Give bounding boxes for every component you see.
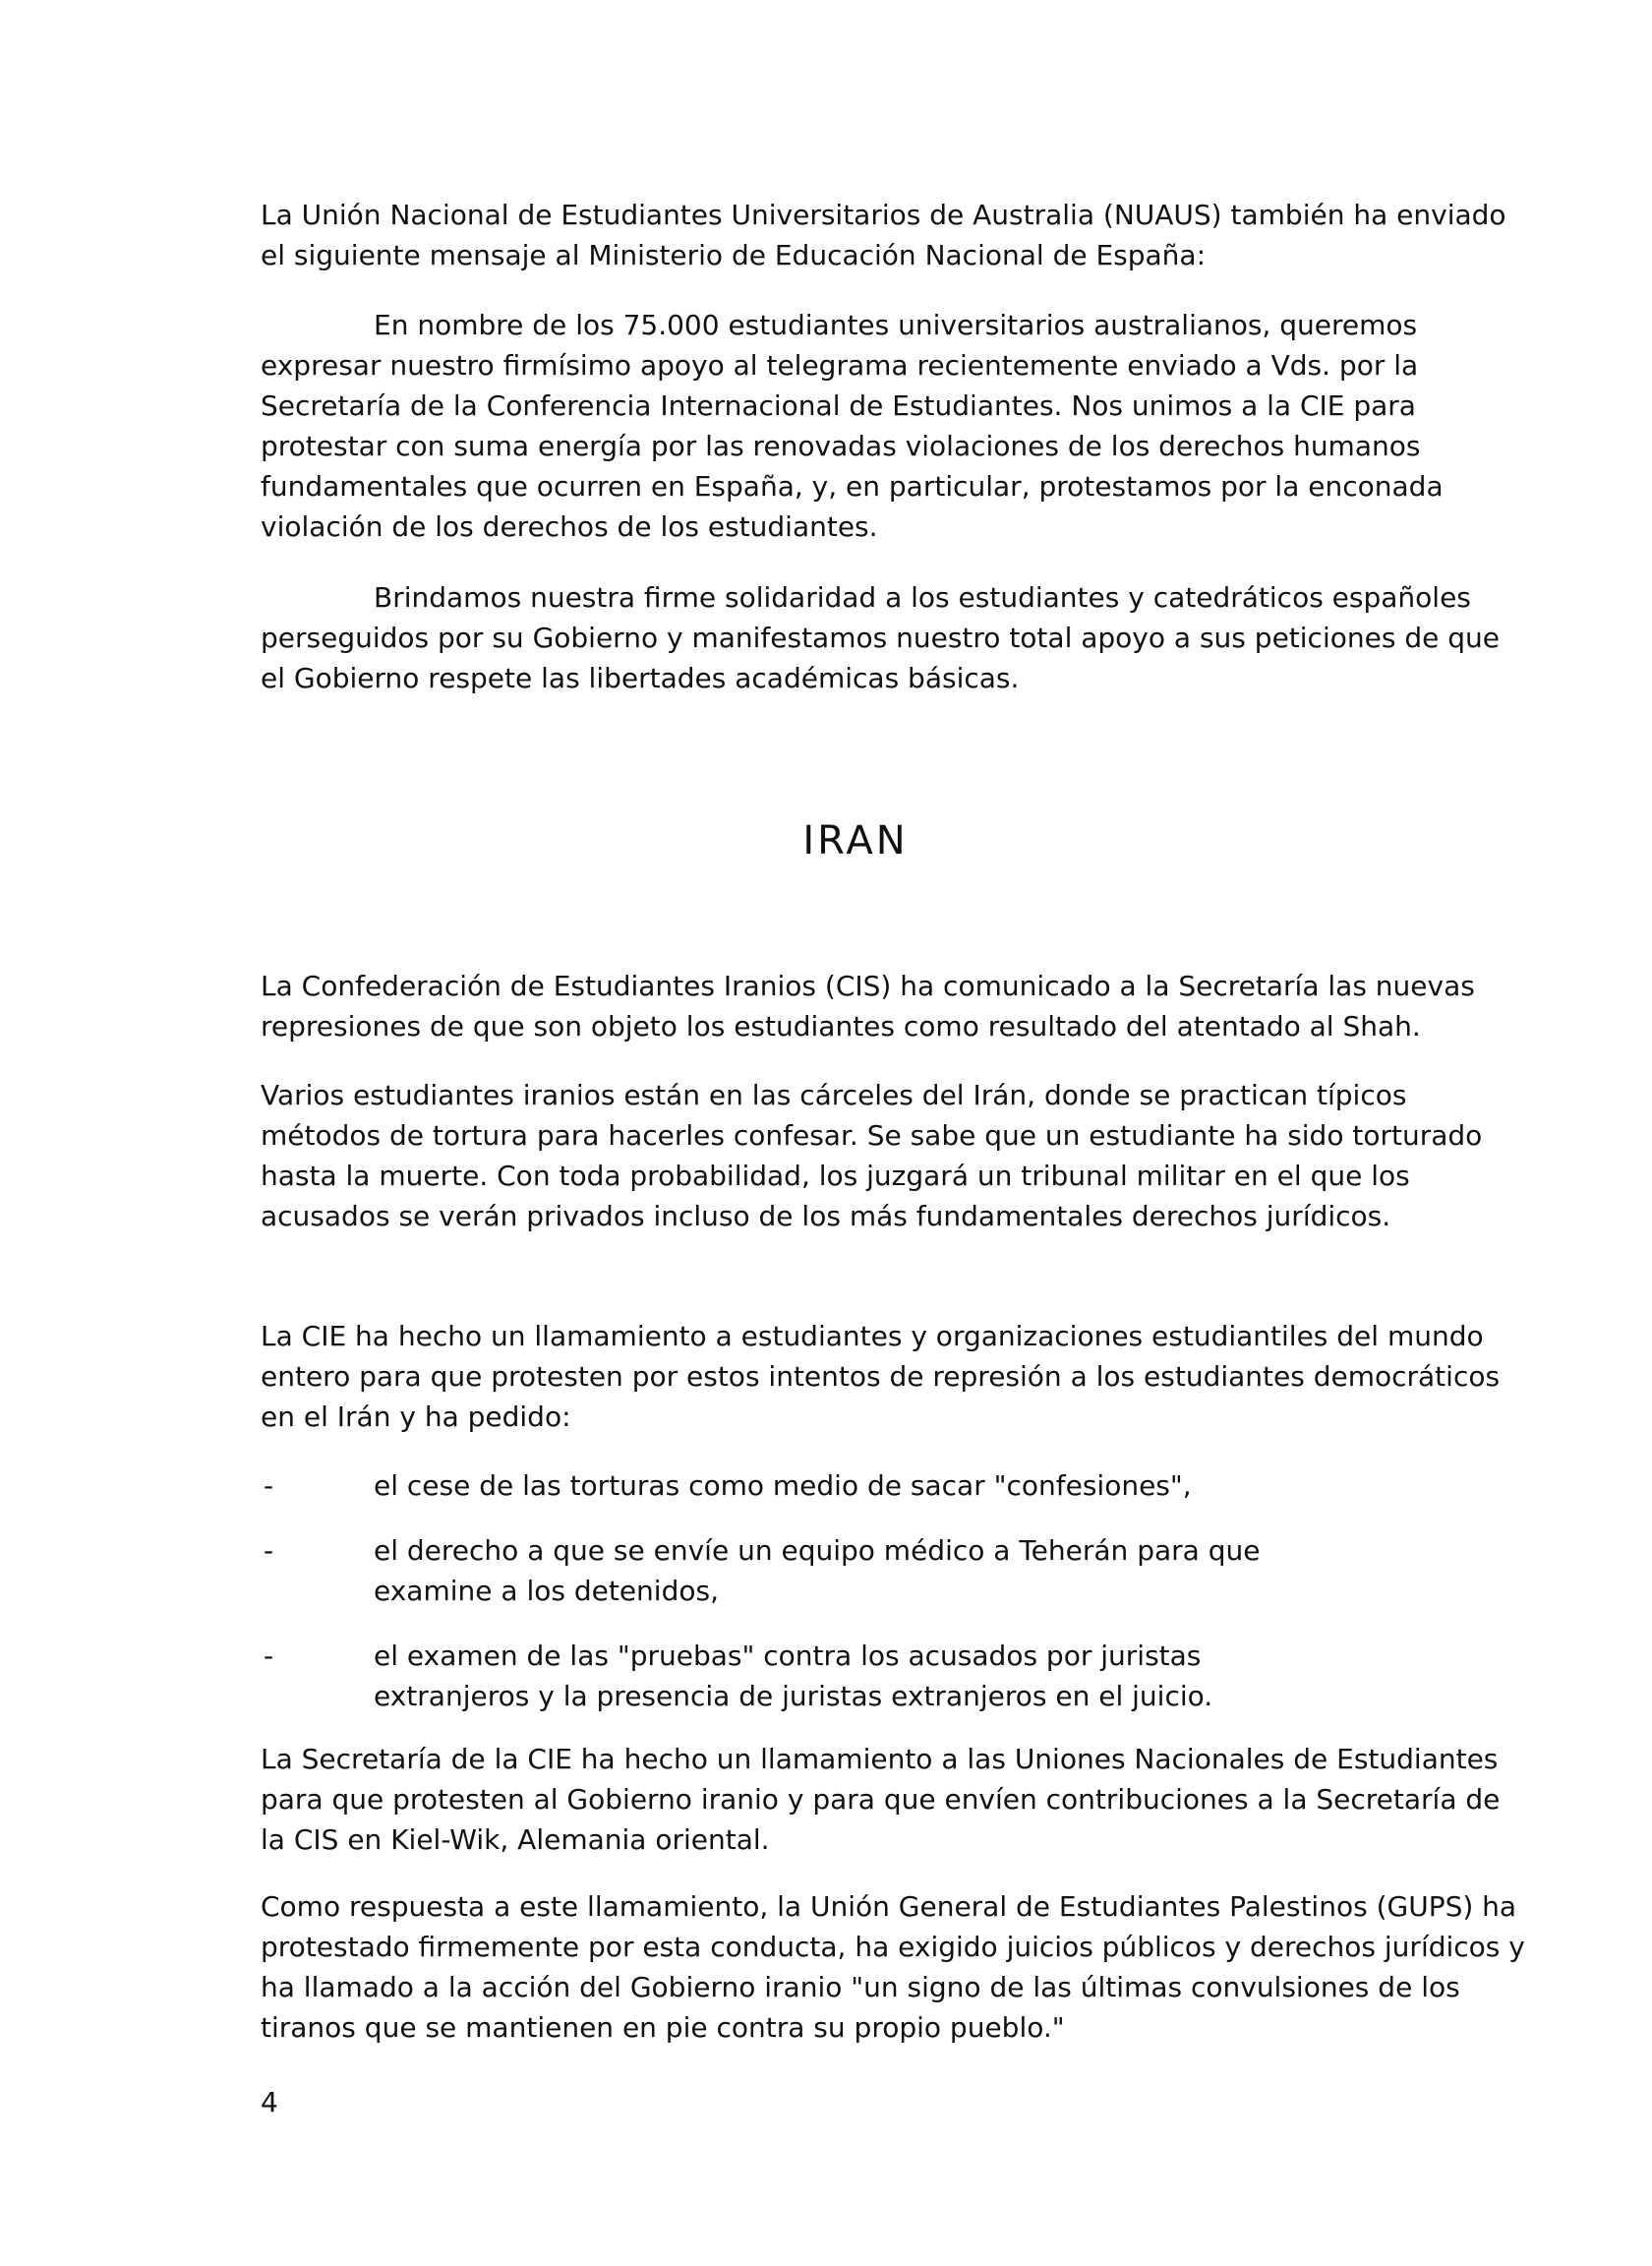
page-number: 4: [261, 2086, 278, 2118]
list-item: [261, 1530, 1357, 1611]
paragraph-iranian-students: Varios estudiantes iranios están en las cárceles del Irán, donde se practican típicos métodos de tortura para hacerles confesar. Se sabe que un estudiante ha sido torturado hasta la muerte. Con toda probabilidad, los juzgará un tribunal militar en el que los acusados se verán privados incluso de los más fundamentales derechos jurídicos.: [261, 1079, 1483, 1232]
list-dash: -: [264, 1469, 274, 1502]
paragraph-nuaus-intro: La Unión Nacional de Estudiantes Universitarios de Australia (NUAUS) también ha enviado el siguiente mensaje al Ministerio de Educación Nacional de España:: [261, 199, 1506, 271]
paragraph-cie-secretariat: La Secretaría de la CIE ha hecho un llamamiento a las Uniones Nacionales de Estudiantes para que protesten al Gobierno iranio y para que envíen contribuciones a la Secretaría de la CIS en Kiel-Wik, Alemania oriental.: [261, 1743, 1501, 1856]
paragraph-cis-communication: La Confederación de Estudiantes Iranios (CIS) ha comunicado a la Secretaría las nuevas represiones de que son objeto los estudiantes como resultado del atentado al Shah.: [261, 970, 1475, 1043]
paragraph-solidarity: Brindamos nuestra firme solidaridad a los estudiantes y catedráticos españoles perseguidos por su Gobierno y manifestamos nuestro total apoyo a sus peticiones de que el Gobierno respete las libertades académicas básicas.: [261, 581, 1500, 694]
list-dash: -: [264, 1534, 274, 1567]
list-item-text: el cese de las torturas como medio de sacar "confesiones",: [374, 1469, 1192, 1502]
paragraph-gups-response: Como respuesta a este llamamiento, la Unión General de Estudiantes Palestinos (GUPS) ha protestado firmemente por esta conducta, ha exigido juicios públicos y derechos jurídicos y ha llamado a la acción del Gobierno iranio "un signo de las últimas convulsiones de los tiranos que se mantienen en pie contra su propio pueblo.": [261, 1890, 1525, 2044]
paragraph-nuaus-message: En nombre de los 75.000 estudiantes universitarios australianos, queremos expresar nuestro firmísimo apoyo al telegrama recientemente enviado a Vds. por la Secretaría de la Conferencia Internacional de Estudiantes. Nos unimos a la CIE para protestar con suma energía por las renovadas violaciones de los derechos humanos fundamentales que ocurren en España, y, en particular, protestamos por la enconada violación de los derechos de los estudiantes.: [261, 309, 1444, 543]
list-item-text: el derecho a que se envíe un equipo médico a Teherán para que examine a los detenidos,: [374, 1534, 1261, 1607]
list-dash: -: [264, 1640, 274, 1672]
demands-list: [261, 1465, 1529, 1741]
section-heading-iran: IRAN: [802, 818, 909, 864]
list-item-text: el examen de las "pruebas" contra los acusados por juristas extranjeros y la presencia de juristas extranjeros en el juicio.: [374, 1640, 1213, 1712]
list-item: [261, 1465, 1357, 1506]
paragraph-cie-call: La CIE ha hecho un llamamiento a estudiantes y organizaciones estudiantiles del mundo entero para que protesten por estos intentos de represión a los estudiantes democráticos en el Irán y ha pedido:: [261, 1320, 1501, 1433]
list-item: [261, 1636, 1357, 1716]
